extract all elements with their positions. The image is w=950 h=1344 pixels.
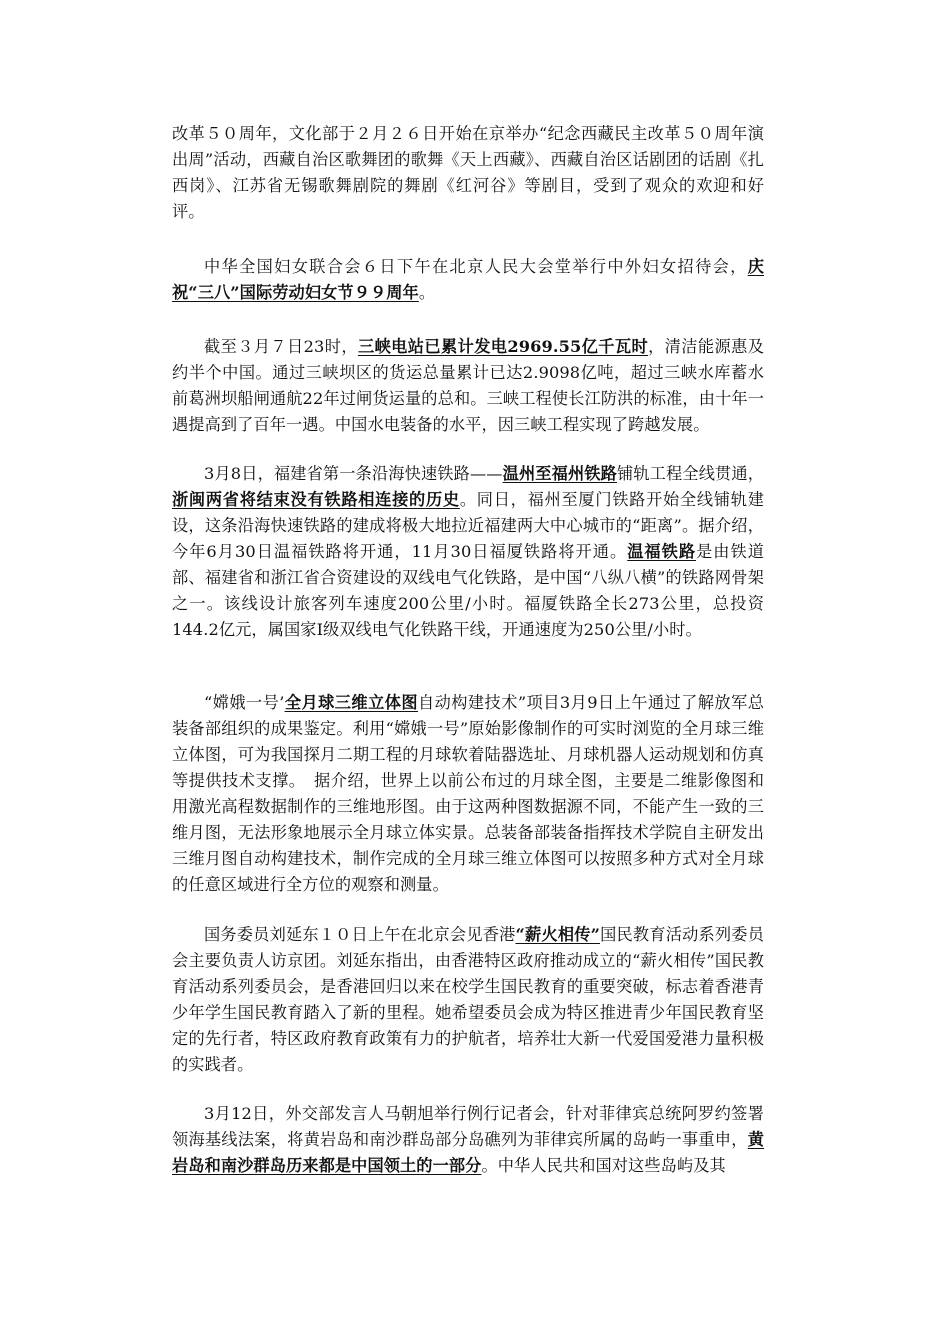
paragraph-text: 。同日，福州至厦门铁路开始全线铺轨建设，这条沿海快速铁路的建成将极大地拉近福建两大中心城市的“距离”。据介绍，今年6月30日温福铁路将开通，11月30日福厦铁路将开通。 xyxy=(172,490,764,561)
paragraph-text: 国务委员刘延东１０日上午在北京会见香港 xyxy=(204,925,516,944)
highlight-link[interactable]: 庆祝“三八”国际劳动妇女节９９周年 xyxy=(172,257,764,302)
paragraph-change-moon-map xyxy=(172,690,764,898)
paragraph-text: 是由铁道部、福建省和浙江省合资建设的双线电气化铁路，是中国“八纵八横”的铁路网骨架之一。该线设计旅客列车速度200公里/小时。福厦铁路全长273公里，总投资144.2亿元，属国家Ⅰ级双线电气化铁路干线，开通速度为250公里/小时。 xyxy=(172,542,764,639)
paragraph-text: 改革５０周年，文化部于２月２６日开始在京举办“纪念西藏民主改革５０周年演出周”活动，西藏自治区歌舞团的歌舞《天上西藏》、西藏自治区话剧团的话剧《扎西岗》、江苏省无锡歌舞剧院的舞剧《红河谷》等剧目，受到了观众的欢迎和好评。 xyxy=(172,124,764,221)
paragraph-text: 截至３月７日23时， xyxy=(204,337,358,356)
paragraph-three-gorges-power xyxy=(172,334,764,438)
paragraph-hong-kong-education xyxy=(172,922,764,1078)
highlight-link[interactable]: 全月球三维立体图 xyxy=(284,693,418,712)
highlight-link[interactable]: 黄岩岛和南沙群岛历来都是中国领土的一部分 xyxy=(172,1130,764,1175)
paragraph-wenzhou-fuzhou-railway xyxy=(172,461,764,643)
paragraph-text: 3月8日，福建省第一条沿海快速铁路—— xyxy=(204,464,503,483)
highlight-link[interactable]: 浙闽两省将结束没有铁路相连接的历史 xyxy=(172,490,460,509)
paragraph-text: “嫦娥一号’ xyxy=(204,693,285,712)
paragraph-tibet-performance-week xyxy=(172,121,764,225)
paragraph-text: 3月12日，外交部发言人马朝旭举行例行记者会，针对菲律宾总统阿罗约签署领海基线法案，将黄岩岛和南沙群岛部分岛礁列为菲律宾所属的岛屿一事重申， xyxy=(172,1104,764,1149)
paragraph-text: 国民教育活动系列委员会主要负责人访京团。刘延东指出，由香港特区政府推动成立的“薪火相传”国民教育活动系列委员会，是香港回归以来在校学生国民教育的重要突破，标志着香港青少年学生国民教育踏入了新的里程。她希望委员会成为特区推进青少年国民教育坚定的先行者，特区政府教育政策有力的护航者，培养壮大新一代爱国爱港力量积极的实践者。 xyxy=(172,925,764,1074)
paragraph-text: 自动构建技术”项目3月9日上午通过了解放军总装备部组织的成果鉴定。利用“嫦娥一号”原始影像制作的可实时浏览的全月球三维立体图，可为我国探月二期工程的月球软着陆器选址、月球机器人运动规划和仿真等提供技术支撑。 据介绍，世界上以前公布过的月球全图，主要是二维影像图和用激光高程数据制作的三维地形图。由于这两种图数据源不同，不能产生一致的三维月图，无法形象地展示全月球立体实景。总装备部装备指挥技术学院自主研发出三维月图自动构建技术，制作完成的全月球三维立体图可以按照多种方式对全月球的任意区域进行全方位的观察和测量。 xyxy=(172,693,764,894)
highlight-link[interactable]: 温福铁路 xyxy=(627,542,697,561)
paragraph-text: 中华全国妇女联合会６日下午在北京人民大会堂举行中外妇女招待会， xyxy=(204,257,748,276)
paragraph-text: 。 xyxy=(418,283,436,302)
paragraph-text: 。中华人民共和国对这些岛屿及其 xyxy=(481,1156,726,1175)
paragraph-womens-day-reception xyxy=(172,254,764,306)
highlight-link[interactable]: “薪火相传” xyxy=(515,925,601,944)
paragraph-text: ，清洁能源惠及约半个中国。通过三峡坝区的货运总量累计已达2.9098亿吨，超过三峡水库蓄水前葛洲坝船闸通航22年过闸货运量的总和。三峡工程使长江防洪的标准，由十年一遇提高到了百年一遇。中国水电装备的水平，因三峡工程实现了跨越发展。 xyxy=(172,337,764,434)
paragraph-huangyan-island xyxy=(172,1101,764,1179)
paragraph-text: 铺轨工程全线贯通， xyxy=(617,464,764,483)
highlight-link[interactable]: 温州至福州铁路 xyxy=(502,464,617,483)
highlight-link[interactable]: 三峡电站已累计发电2969.55亿千瓦时 xyxy=(357,337,649,356)
